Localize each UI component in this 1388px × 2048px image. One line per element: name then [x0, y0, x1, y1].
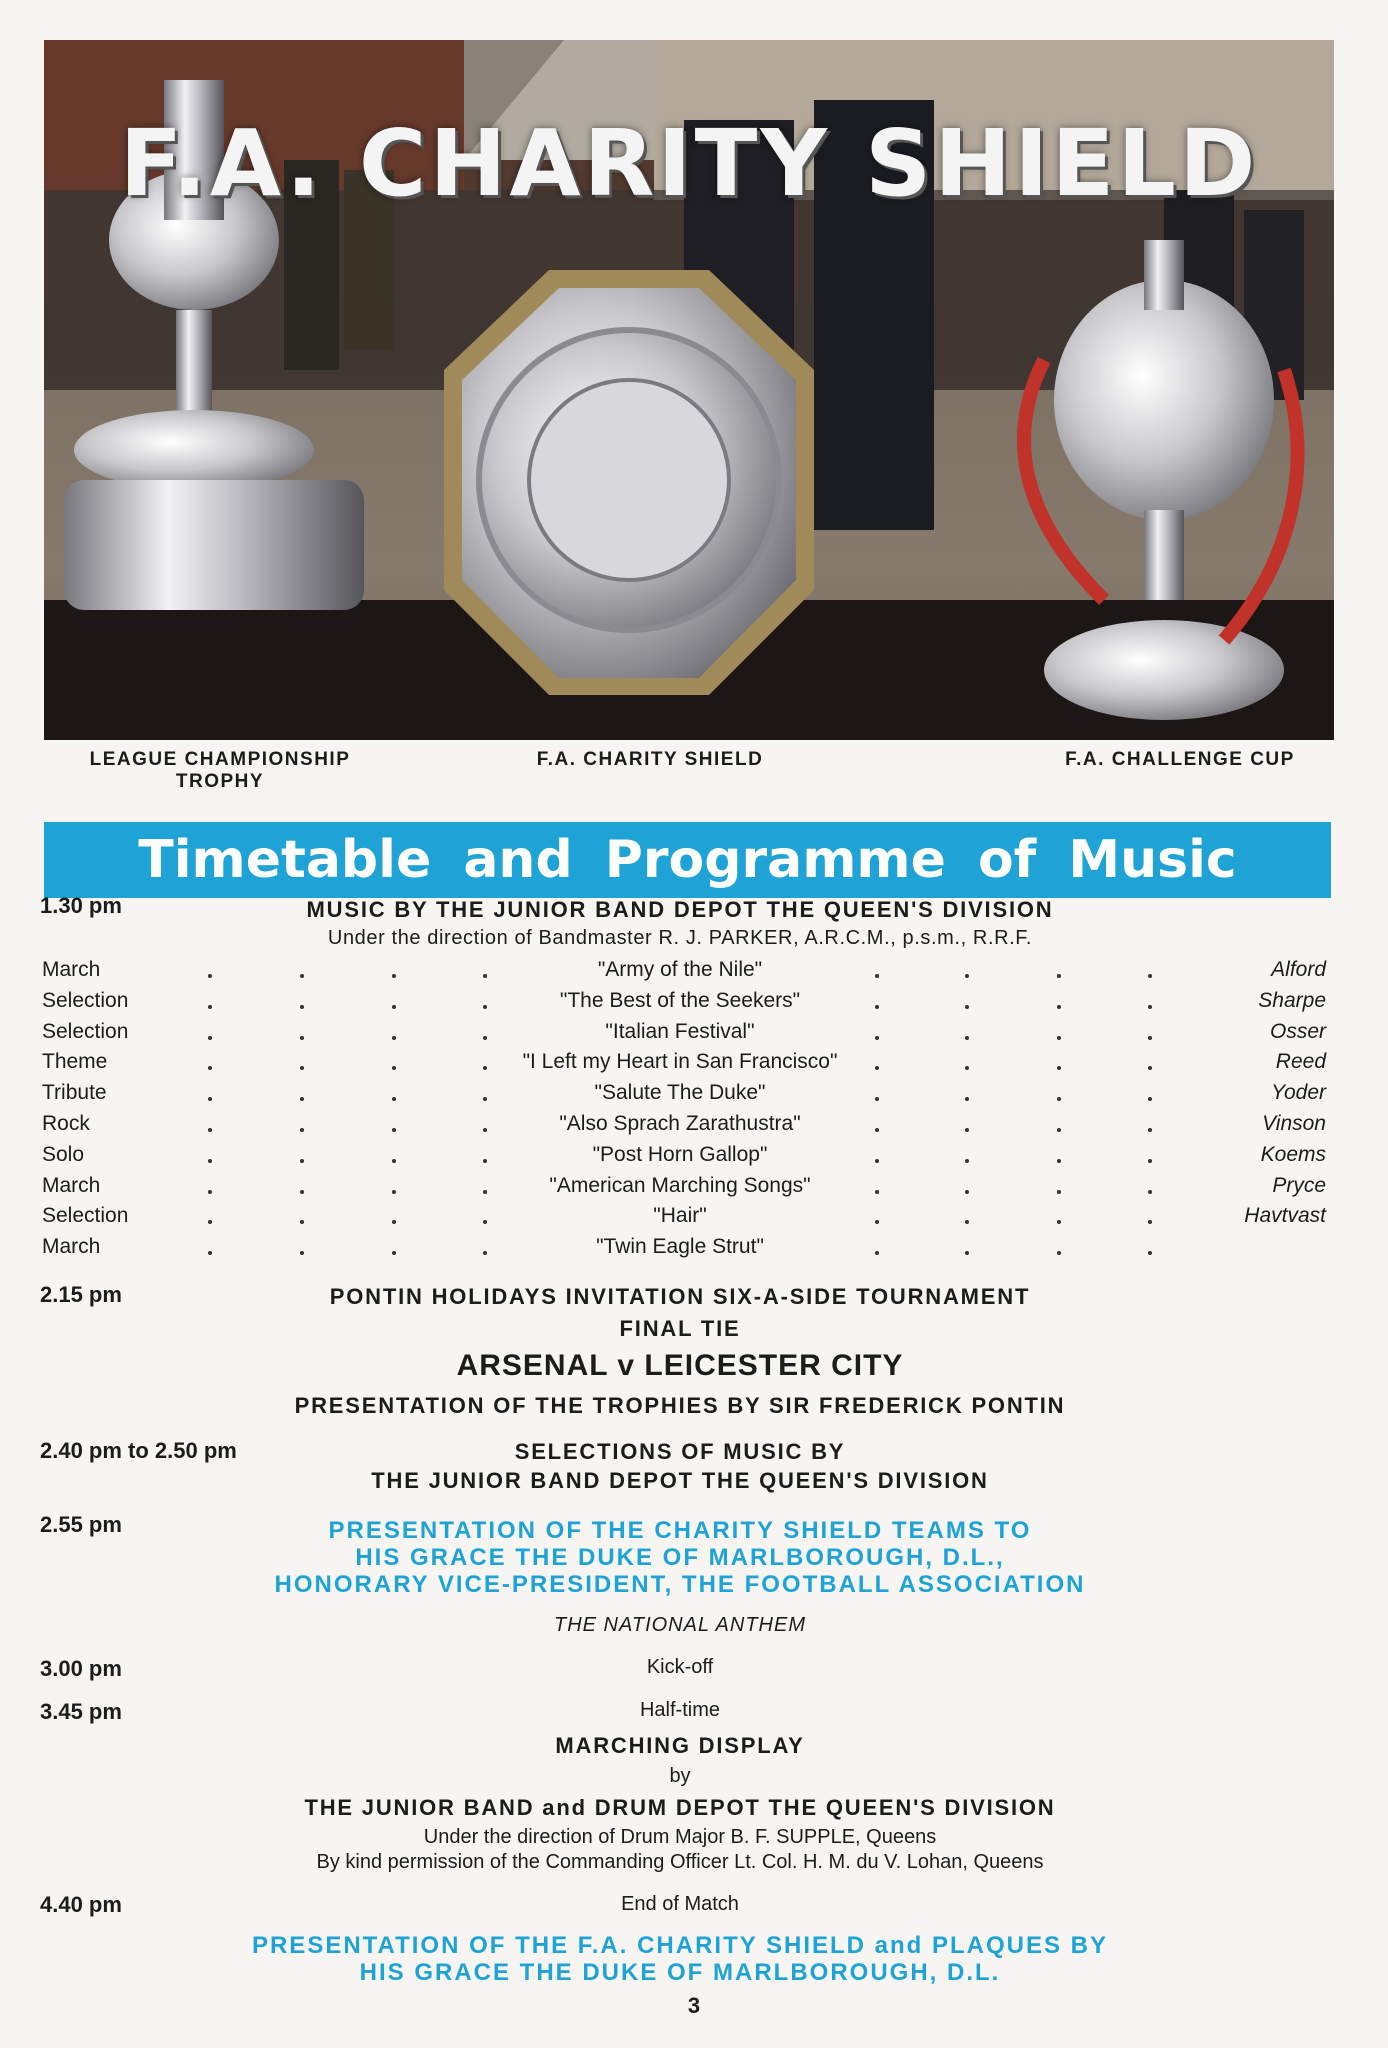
music-row — [0, 1235, 1388, 1265]
commanding-officer-line: By kind permission of the Commanding Officer Lt. Col. H. M. du V. Lohan, Queens — [316, 1851, 1044, 1873]
leader-dot — [392, 1005, 396, 1009]
music-title: "Twin Eagle Strut" — [596, 1235, 764, 1259]
final-tie-label: FINAL TIE — [619, 1316, 741, 1341]
music-heading: MUSIC BY THE JUNIOR BAND DEPOT THE QUEEN'S DIVISION — [306, 897, 1054, 922]
marching-display-heading: MARCHING DISPLAY — [555, 1733, 805, 1758]
time-3-45: 3.45 pm — [40, 1699, 122, 1724]
page-title: F.A. CHARITY SHIELD — [119, 110, 1259, 217]
half-time: Half-time — [639, 1699, 720, 1721]
leader-dot — [392, 1190, 396, 1194]
time-3-00: 3.00 pm — [40, 1656, 122, 1681]
leader-dot — [1057, 1066, 1061, 1070]
music-title: "Hair" — [653, 1204, 707, 1228]
shield-and-plaques-presentation: PRESENTATION OF THE F.A. CHARITY SHIELD and PLAQUES BY — [251, 1932, 1109, 1959]
leader-dot — [392, 1066, 396, 1070]
leader-dot — [1057, 1159, 1061, 1163]
timetable-banner — [44, 822, 1331, 898]
leader-dot — [1148, 1251, 1152, 1255]
music-row — [0, 1112, 1388, 1142]
leader-dot — [300, 1251, 304, 1255]
music-type: March — [42, 1235, 101, 1259]
leader-dot — [208, 1190, 212, 1194]
music-composer: Pryce — [1272, 1173, 1326, 1197]
by-label: by — [669, 1765, 691, 1787]
music-title: "Salute The Duke" — [594, 1081, 766, 1105]
leader-dot — [1148, 1220, 1152, 1224]
music-composer: Reed — [1275, 1050, 1326, 1074]
music-type: Solo — [42, 1142, 85, 1166]
duke-of-marlborough-line: HIS GRACE THE DUKE OF MARLBOROUGH, D.L., — [355, 1544, 1005, 1571]
music-row — [0, 1174, 1388, 1204]
leader-dot — [1057, 1128, 1061, 1132]
music-row — [0, 1204, 1388, 1234]
drum-depot-heading: THE JUNIOR BAND and DRUM DEPOT THE QUEEN'S DIVISION — [304, 1795, 1056, 1820]
leader-dot — [300, 974, 304, 978]
pontin-presentation: PRESENTATION OF THE TROPHIES BY SIR FREDERICK PONTIN — [294, 1393, 1066, 1418]
time-2-15: 2.15 pm — [40, 1282, 122, 1307]
time-1-30: 1.30 pm — [40, 893, 122, 918]
leader-dot — [392, 1220, 396, 1224]
leader-dot — [392, 1128, 396, 1132]
music-type: March — [42, 1173, 101, 1197]
music-composer: Havtvast — [1244, 1204, 1326, 1228]
music-title: "The Best of the Seekers" — [559, 988, 801, 1012]
leader-dot — [208, 1066, 212, 1070]
music-composer: Alford — [1271, 958, 1326, 981]
end-of-match: End of Match — [621, 1893, 739, 1915]
leader-dot — [392, 1036, 396, 1040]
leader-dot — [1148, 1159, 1152, 1163]
leader-dot — [965, 1097, 969, 1101]
leader-dot — [1148, 1190, 1152, 1194]
leader-dot — [300, 1066, 304, 1070]
charity-shield-teams-presentation: PRESENTATION OF THE CHARITY SHIELD TEAMS TO — [328, 1517, 1032, 1544]
leader-dot — [392, 974, 396, 978]
music-title: "Also Sprach Zarathustra" — [559, 1112, 801, 1135]
caption-league-championship-trophy: LEAGUE CHAMPIONSHIP TROPHY — [89, 749, 351, 792]
music-type: Selection — [42, 1204, 129, 1228]
music-row — [0, 1143, 1388, 1173]
music-title: "Army of the Nile" — [597, 958, 763, 981]
time-4-40: 4.40 pm — [40, 1892, 122, 1917]
music-row — [0, 1020, 1388, 1050]
leader-dot — [965, 1005, 969, 1009]
music-type: Tribute — [42, 1081, 107, 1105]
leader-dot — [965, 1159, 969, 1163]
leader-dot — [1057, 1251, 1061, 1255]
leader-dot — [300, 1128, 304, 1132]
leader-dot — [392, 1097, 396, 1101]
music-title: "American Marching Songs" — [549, 1173, 811, 1197]
honorary-vice-president-line: HONORARY VICE-PRESIDENT, THE FOOTBALL ASSOCIATION — [274, 1571, 1086, 1598]
leader-dot — [1148, 1066, 1152, 1070]
leader-dot — [208, 1097, 212, 1101]
match-teams: ARSENAL v LEICESTER CITY — [456, 1349, 904, 1382]
leader-dot — [965, 1066, 969, 1070]
trophies-photo — [44, 40, 1334, 740]
music-type: Rock — [42, 1112, 90, 1135]
leader-dot — [1057, 1220, 1061, 1224]
time-2-40-to-2-50: 2.40 pm to 2.50 pm — [40, 1438, 237, 1463]
caption-charity-shield: F.A. CHARITY SHIELD — [536, 749, 764, 770]
duke-presentation-line: HIS GRACE THE DUKE OF MARLBOROUGH, D.L. — [359, 1959, 1001, 1986]
kick-off: Kick-off — [646, 1656, 714, 1678]
leader-dot — [965, 1036, 969, 1040]
leader-dot — [1148, 1036, 1152, 1040]
leader-dot — [300, 1036, 304, 1040]
leader-dot — [208, 1159, 212, 1163]
leader-dot — [300, 1220, 304, 1224]
leader-dot — [1057, 1190, 1061, 1194]
time-2-55: 2.55 pm — [40, 1512, 122, 1537]
music-row — [0, 1081, 1388, 1111]
selections-heading: SELECTIONS OF MUSIC BY — [514, 1439, 846, 1464]
junior-band-heading: THE JUNIOR BAND DEPOT THE QUEEN'S DIVISION — [371, 1468, 989, 1493]
leader-dot — [1057, 1097, 1061, 1101]
leader-dot — [208, 1251, 212, 1255]
leader-dot — [300, 1190, 304, 1194]
music-row — [0, 989, 1388, 1019]
national-anthem: THE NATIONAL ANTHEM — [554, 1614, 806, 1636]
leader-dot — [965, 974, 969, 978]
leader-dot — [1057, 1036, 1061, 1040]
leader-dot — [1148, 974, 1152, 978]
leader-dot — [1148, 1128, 1152, 1132]
leader-dot — [208, 1036, 212, 1040]
leader-dot — [208, 1220, 212, 1224]
music-type: Selection — [42, 1019, 129, 1043]
leader-dot — [965, 1190, 969, 1194]
leader-dot — [300, 1005, 304, 1009]
leader-dot — [965, 1220, 969, 1224]
music-type: Theme — [42, 1050, 108, 1074]
music-type: March — [42, 958, 101, 981]
leader-dot — [1148, 1097, 1152, 1101]
music-composer: Yoder — [1271, 1081, 1326, 1105]
leader-dot — [208, 974, 212, 978]
leader-dot — [392, 1251, 396, 1255]
bandmaster-line: Under the direction of Bandmaster R. J. PARKER, A.R.C.M., p.s.m., R.R.F. — [327, 927, 1033, 949]
caption-challenge-cup: F.A. CHALLENGE CUP — [1065, 749, 1295, 770]
music-title: "Italian Festival" — [605, 1019, 755, 1043]
music-title: "I Left my Heart in San Francisco" — [522, 1050, 838, 1074]
music-row — [0, 958, 1388, 988]
leader-dot — [300, 1159, 304, 1163]
drum-major-line: Under the direction of Drum Major B. F. SUPPLE, Queens — [423, 1826, 937, 1848]
music-composer: Koems — [1260, 1142, 1326, 1166]
music-composer: Vinson — [1262, 1112, 1326, 1135]
music-title: "Post Horn Gallop" — [592, 1142, 768, 1166]
leader-dot — [1057, 1005, 1061, 1009]
leader-dot — [300, 1097, 304, 1101]
leader-dot — [1057, 974, 1061, 978]
leader-dot — [965, 1251, 969, 1255]
leader-dot — [208, 1128, 212, 1132]
leader-dot — [208, 1005, 212, 1009]
leader-dot — [392, 1159, 396, 1163]
music-composer: Osser — [1269, 1019, 1326, 1043]
six-a-side-heading: PONTIN HOLIDAYS INVITATION SIX-A-SIDE TOURNAMENT — [329, 1284, 1031, 1309]
music-row — [0, 1050, 1388, 1080]
page-number: 3 — [687, 1993, 701, 2018]
music-composer: Sharpe — [1258, 988, 1326, 1012]
music-type: Selection — [42, 988, 129, 1012]
leader-dot — [965, 1128, 969, 1132]
leader-dot — [1148, 1005, 1152, 1009]
banner-title: Timetable and Programme of Music — [138, 830, 1237, 890]
